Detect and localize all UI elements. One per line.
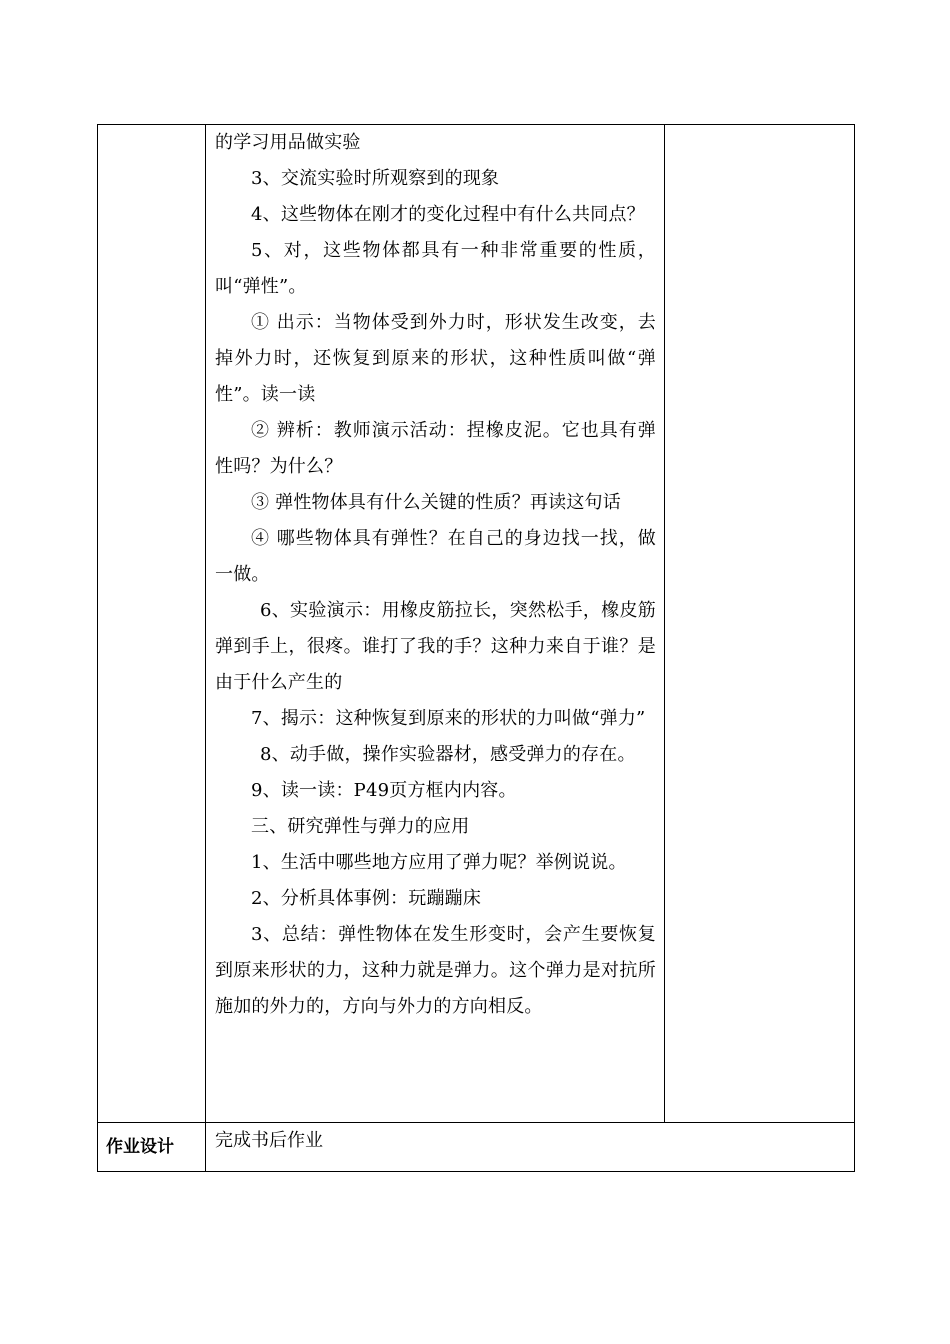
content-line: ② 辨析：教师演示活动：捏橡皮泥。它也具有弹性吗？为什么？ [215, 420, 656, 477]
content-line: ③ 弹性物体具有什么关键的性质？再读这句话 [251, 492, 621, 513]
content-line: 6、实验演示：用橡皮筋拉长，突然松手，橡皮筋弹到手上，很疼。谁打了我的手？这种力来自于谁？是由于什么产生的 [215, 600, 656, 693]
content-line: 的学习用品做实验 [215, 132, 361, 153]
homework-label: 作业设计 [106, 1137, 174, 1157]
homework-row [98, 1123, 855, 1172]
teaching-process-text [206, 125, 664, 1025]
lesson-plan-table [97, 124, 855, 1172]
label-cell-empty [98, 125, 206, 1123]
content-line: 三、研究弹性与弹力的应用 [251, 816, 470, 837]
teaching-process-cell [206, 125, 665, 1123]
homework-content-cell [206, 1123, 855, 1172]
content-line: 5、对，这些物体都具有一种非常重要的性质，叫“弹性”。 [215, 240, 656, 297]
content-line: 9、读一读：P49页方框内内容。 [251, 780, 517, 801]
content-line: 1、生活中哪些地方应用了弹力呢？举例说说。 [251, 852, 627, 873]
content-line: 8、动手做，操作实验器材，感受弹力的存在。 [260, 744, 636, 765]
content-line: 2、分析具体事例：玩蹦蹦床 [251, 888, 482, 909]
content-line: 7、揭示：这种恢复到原来的形状的力叫做“弹力” [251, 708, 646, 729]
content-line: ④ 哪些物体具有弹性？在自己的身边找一找，做一做。 [215, 528, 656, 585]
notes-cell-empty [665, 125, 855, 1123]
content-line: 3、交流实验时所观察到的现象 [251, 168, 500, 189]
homework-text: 完成书后作业 [215, 1130, 323, 1151]
content-line: 3、总结：弹性物体在发生形变时，会产生要恢复到原来形状的力，这种力就是弹力。这个弹力是对抗所施加的外力的，方向与外力的方向相反。 [215, 924, 656, 1017]
content-line: ① 出示：当物体受到外力时，形状发生改变，去掉外力时，还恢复到原来的形状，这种性质叫做“弹性”。读一读 [215, 312, 656, 405]
content-line: 4、这些物体在刚才的变化过程中有什么共同点？ [251, 204, 645, 225]
homework-label-cell [98, 1123, 206, 1172]
content-row [98, 125, 855, 1123]
